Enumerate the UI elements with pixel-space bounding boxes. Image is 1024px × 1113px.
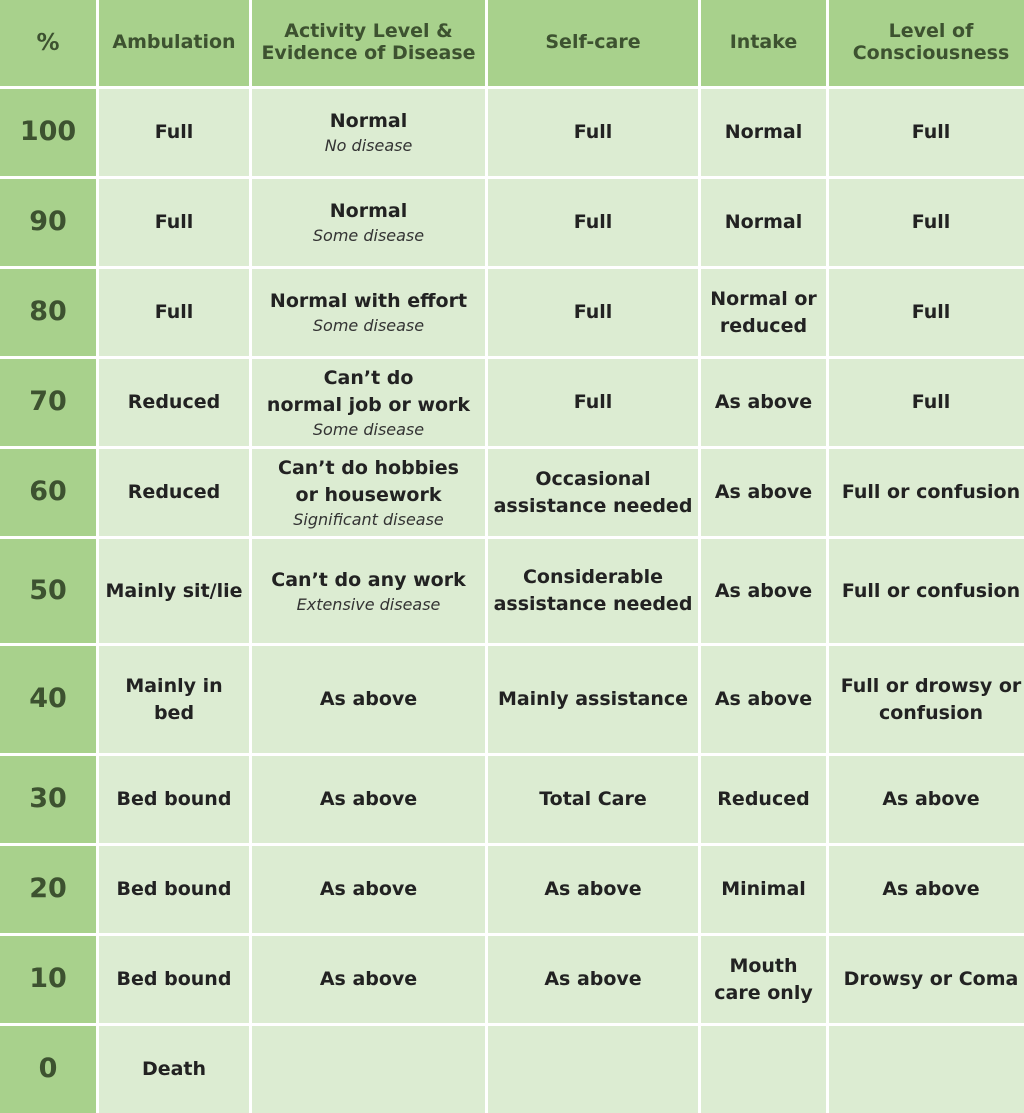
activity-cell — [252, 846, 485, 933]
consciousness-cell — [829, 359, 1024, 446]
disease-note: Extensive disease — [296, 594, 441, 614]
intake-line: reduced — [719, 314, 808, 337]
ambulation-cell: Mainly sit/lie — [99, 539, 249, 643]
percent-cell: 80 — [0, 269, 96, 356]
consciousness-line: Full — [911, 121, 951, 144]
intake-line: As above — [714, 391, 813, 414]
self-care-cell — [488, 179, 698, 266]
consciousness-line: Full or confusion — [841, 481, 1021, 504]
self-care-cell — [488, 936, 698, 1023]
self-care-line: Considerable — [522, 566, 664, 589]
self-care-cell — [488, 539, 698, 643]
percent-cell: 90 — [0, 179, 96, 266]
activity-cell — [252, 756, 485, 843]
header-activity-level — [252, 0, 485, 86]
self-care-cell — [488, 646, 698, 753]
ambulation-cell: Full — [99, 179, 249, 266]
intake-line: care only — [714, 981, 813, 1004]
intake-line: Normal or — [710, 287, 817, 310]
header-intake: Intake — [701, 0, 826, 86]
percent-cell: 40 — [0, 646, 96, 753]
intake-cell — [701, 1026, 826, 1113]
self-care-cell — [488, 449, 698, 536]
activity-line: Normal with effort — [269, 290, 468, 313]
self-care-line: assistance needed — [493, 593, 693, 615]
intake-line: Minimal — [721, 878, 806, 901]
intake-line: Mouth — [729, 954, 798, 977]
intake-line: Reduced — [717, 788, 810, 811]
consciousness-line: As above — [882, 788, 980, 811]
ambulation-cell: Mainly in bed — [99, 646, 249, 753]
intake-line: Normal — [724, 211, 803, 234]
intake-cell — [701, 846, 826, 933]
activity-line: Normal — [329, 110, 408, 133]
activity-cell — [252, 646, 485, 753]
activity-line: Can’t do any work — [271, 568, 466, 591]
activity-cell — [252, 89, 485, 176]
intake-cell — [701, 756, 826, 843]
percent-cell: 20 — [0, 846, 96, 933]
self-care-line: Occasional — [535, 467, 651, 490]
ambulation-cell: Full — [99, 269, 249, 356]
disease-note: Some disease — [312, 316, 425, 336]
intake-line: As above — [714, 481, 813, 504]
activity-line: As above — [319, 688, 418, 711]
self-care-line: Full — [573, 211, 613, 234]
self-care-line: Full — [573, 121, 613, 144]
consciousness-cell — [829, 449, 1024, 536]
disease-note: Significant disease — [293, 509, 444, 529]
consciousness-cell — [829, 179, 1024, 266]
activity-line: As above — [319, 878, 418, 901]
self-care-cell — [488, 269, 698, 356]
consciousness-line: Full — [911, 211, 951, 234]
header-activity-line: Activity Level & — [284, 20, 453, 43]
self-care-line: Full — [573, 391, 613, 414]
intake-line: As above — [714, 579, 813, 602]
activity-line: Can’t do hobbies — [278, 456, 459, 479]
activity-cell — [252, 1026, 485, 1113]
intake-cell — [701, 646, 826, 753]
self-care-cell — [488, 359, 698, 446]
consciousness-line: Full — [911, 301, 951, 324]
header-consciousness — [829, 0, 1024, 86]
activity-cell — [252, 936, 485, 1023]
self-care-line: assistance needed — [493, 494, 693, 517]
disease-note: Some disease — [312, 419, 425, 439]
intake-line: Normal — [724, 121, 803, 144]
consciousness-cell — [829, 89, 1024, 176]
ambulation-cell: Full — [99, 89, 249, 176]
consciousness-cell — [829, 646, 1024, 753]
activity-cell — [252, 359, 485, 446]
intake-cell — [701, 269, 826, 356]
activity-cell — [252, 269, 485, 356]
consciousness-line: Full or confusion — [841, 579, 1021, 602]
consciousness-line: confusion — [878, 701, 984, 724]
self-care-cell — [488, 1026, 698, 1113]
intake-cell — [701, 179, 826, 266]
percent-cell: 10 — [0, 936, 96, 1023]
ambulation-cell: Bed bound — [99, 846, 249, 933]
consciousness-cell — [829, 846, 1024, 933]
consciousness-cell — [829, 539, 1024, 643]
disease-note: Some disease — [312, 226, 425, 246]
consciousness-line: Drowsy or Coma — [843, 968, 1019, 991]
activity-line: As above — [319, 788, 418, 811]
intake-line: As above — [714, 688, 813, 711]
consciousness-cell — [829, 1026, 1024, 1113]
self-care-cell — [488, 846, 698, 933]
header-consciousness-line: Consciousness — [852, 42, 1010, 64]
activity-line: or housework — [295, 483, 442, 506]
self-care-line: As above — [544, 878, 642, 901]
consciousness-cell — [829, 756, 1024, 843]
intake-cell — [701, 449, 826, 536]
consciousness-line: Full — [911, 391, 951, 414]
self-care-line: Total Care — [539, 788, 647, 811]
header-self-care: Self-care — [488, 0, 698, 86]
ambulation-cell: Reduced — [99, 449, 249, 536]
self-care-line: As above — [544, 968, 642, 991]
percent-cell: 30 — [0, 756, 96, 843]
activity-cell — [252, 539, 485, 643]
intake-cell — [701, 936, 826, 1023]
disease-note: No disease — [324, 136, 413, 156]
intake-cell — [701, 539, 826, 643]
percent-cell: 100 — [0, 89, 96, 176]
consciousness-line: As above — [882, 878, 980, 901]
header-ambulation: Ambulation — [99, 0, 249, 86]
ambulation-cell: Reduced — [99, 359, 249, 446]
header-activity-line: Evidence of Disease — [261, 42, 476, 64]
header-consciousness-line: Level of — [888, 20, 974, 43]
activity-line: Normal — [329, 200, 408, 223]
percent-cell: 0 — [0, 1026, 96, 1113]
self-care-cell — [488, 89, 698, 176]
intake-cell — [701, 89, 826, 176]
consciousness-cell — [829, 936, 1024, 1023]
ambulation-cell: Death — [99, 1026, 249, 1113]
percent-cell: 50 — [0, 539, 96, 643]
self-care-line: Full — [573, 301, 613, 324]
consciousness-cell — [829, 269, 1024, 356]
self-care-line: Mainly assistance — [497, 688, 689, 711]
intake-cell — [701, 359, 826, 446]
activity-line: As above — [319, 968, 418, 991]
activity-cell — [252, 449, 485, 536]
activity-line: normal job or work — [266, 393, 471, 416]
percent-cell: 70 — [0, 359, 96, 446]
activity-line: Can’t do — [323, 366, 414, 389]
activity-cell — [252, 179, 485, 266]
ambulation-cell: Bed bound — [99, 756, 249, 843]
ambulation-cell: Bed bound — [99, 936, 249, 1023]
header-percent: % — [0, 0, 96, 86]
consciousness-line: Full or drowsy or — [840, 674, 1022, 697]
percent-cell: 60 — [0, 449, 96, 536]
self-care-cell — [488, 756, 698, 843]
